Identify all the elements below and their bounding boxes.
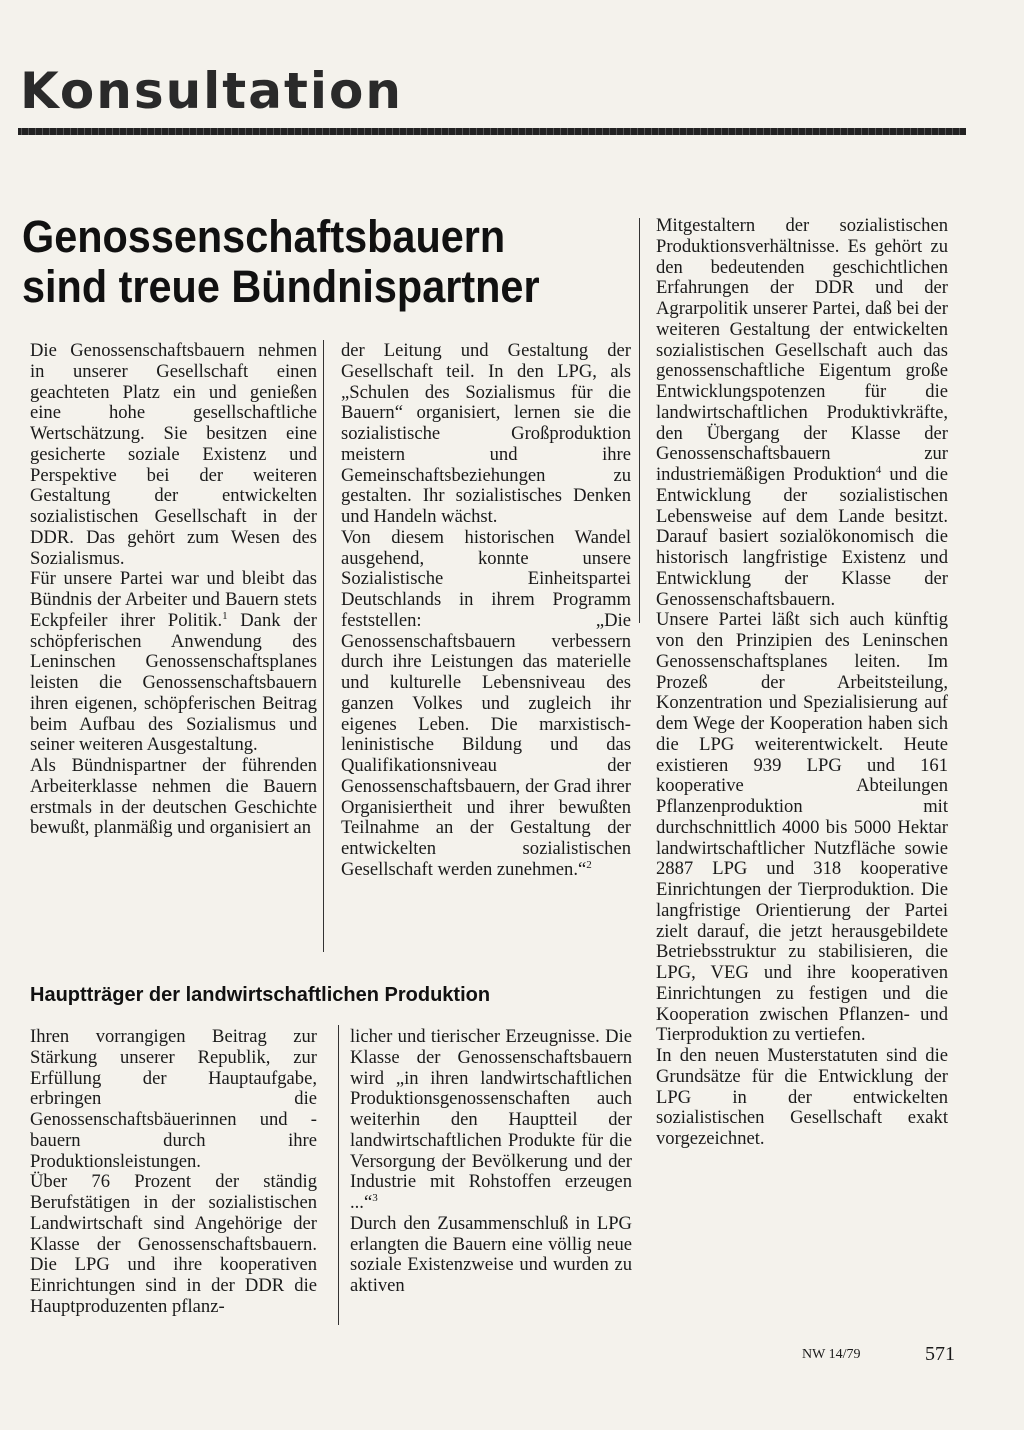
column-divider [323, 340, 324, 952]
paragraph: In den neuen Musterstatuten sind die Grundsätze für die Entwicklung der LPG in der entwickelten sozialistischen Gesellschaft exakt vorgezeichnet. [656, 1045, 948, 1149]
footnote-ref: 3 [372, 1191, 378, 1204]
paragraph: Mitgestaltern der sozialistischen Produktionsverhältnisse. Es gehört zu den bedeutenden geschichtlichen Erfahrungen der DDR und der Agrarpolitik unserer Partei, daß bei der weiteren Gestaltung der entwickelten sozialistischen Gesellschaft auch das genossenschaftliche Eigentum große Entwicklungspotenzen für die landwirtschaftlichen Produktivkräfte, den Übergang der Klasse der Genossenschaftsbauern zur industriemäßigen Produktion$^4$ und die Entwicklung der sozialistischen Lebensweise auf dem Lande besitzt. Darauf basiert sozialökonomisch die historisch langfristige Existenz und Entwicklung der Klasse der Genossenschaftsbauern. [656, 215, 948, 610]
footnote-ref: 1 [222, 609, 228, 622]
column-divider [338, 1025, 339, 1325]
paragraph: Durch den Zusammenschluß in LPG erlangten die Bauern eine völlig neue soziale Existenzweise und wurden zu aktiven [350, 1212, 632, 1296]
headline [22, 212, 540, 312]
footer-source: NW 14/79 [802, 1347, 861, 1362]
paragraph: Für unsere Partei war und bleibt das Bündnis der Arbeiter und Bauern stets Eckpfeiler ihrer Politik.$^1$ Dank der schöpferischen Anwendung des Leninschen Genossenschaftsplanes leisten die Genossenschaftsbauern ihren eigenen, schöpferischen Beitrag beim Aufbau des Sozialismus und seiner weiteren Ausgestaltung. [30, 568, 317, 756]
paragraph: licher und tierischer Erzeugnisse. Die Klasse der Genossenschaftsbauern wird „in ihren landwirtschaftlichen Produktionsgenossenschaften auch weiterhin den Hauptteil der landwirtschaftlichen Produkte für die Versorgung der Bevölkerung und der Industrie mit Rohstoffen erzeugen ...“$^3$ [350, 1026, 632, 1213]
footnote-ref: 2 [586, 858, 592, 871]
paragraph: der Leitung und Gestaltung der Gesellschaft teil. In den LPG, als „Schulen des Sozialismus für die Bauern“ organisiert, lernen sie die sozialistische Großproduktion meistern und ihre Gemeinschaftsbeziehungen zu gestalten. Ihr sozialistisches Denken und Handeln wächst. [341, 340, 631, 527]
paragraph: Die Genossenschaftsbauern nehmen in unserer Gesellschaft einen geachteten Platz ein und genießen eine hohe gesellschaftliche Wertschätzung. Sie besitzen eine gesicherte soziale Existenz und Perspektive bei der weiteren Gestaltung der entwickelten sozialistischen Gesellschaft in der DDR. Das gehört zum Wesen des Sozialismus. [30, 340, 317, 569]
column-5 [350, 1027, 632, 1297]
headline-line-1: Genossenschaftsbauern [22, 211, 506, 262]
column-2 [341, 341, 631, 881]
column-4 [30, 1027, 317, 1318]
column-3 [656, 216, 948, 1150]
paragraph: Über 76 Prozent der ständig Berufstätigen in der sozialistischen Landwirtschaft sind Angehörige der Klasse der Genossenschaftsbauern. Die LPG und ihre kooperativen Einrichtungen sind in der DDR die Hauptproduzenten pflanz- [30, 1171, 317, 1317]
paragraph: Als Bündnispartner der führenden Arbeiterklasse nehmen die Bauern erstmals in der deutschen Geschichte bewußt, planmäßig und organisiert an [30, 755, 317, 839]
footnote-ref: 4 [875, 463, 882, 476]
subheading: Hauptträger der landwirtschaftlichen Produktion [30, 984, 491, 1006]
column-divider [639, 218, 640, 623]
section-title: Konsultation [20, 62, 403, 120]
column-1 [30, 341, 317, 839]
paragraph: Unsere Partei läßt sich auch künftig von den Prinzipien des Leninschen Genossenschaftsplanes leiten. Im Prozeß der Arbeitsteilung, Konzentration und Spezialisierung auf dem Wege der Kooperation haben sich die LPG weiterentwickelt. Heute existieren 939 LPG und 161 kooperative Abteilungen Pflanzenproduktion mit durchschnittlich 4000 bis 5000 Hektar landwirtschaftlicher Nutzfläche sowie 2887 LPG und 318 kooperative Einrichtungen der Tierproduktion. Die langfristige Orientierung der Partei zielt darauf, die jetzt herausgebildete Betriebsstruktur zu stabilisieren, die LPG, VEG und ihre kooperativen Einrichtungen zu festigen und die Kooperation zwischen Pflanzen- und Tierproduktion zu vertiefen. [656, 609, 948, 1046]
title-rule [18, 128, 966, 135]
headline-line-2: sind treue Bündnispartner [22, 261, 540, 312]
paragraph: Ihren vorrangigen Beitrag zur Stärkung unserer Republik, zur Erfüllung der Hauptaufgabe, erbringen die Genossenschaftsbäuerinnen und -bauern durch ihre Produktionsleistungen. [30, 1026, 317, 1172]
paragraph: Von diesem historischen Wandel ausgehend, konnte unsere Sozialistische Einheitspartei Deutschlands in ihrem Programm feststellen: „Die Genossenschaftsbauern verbessern durch ihre Leistungen das materielle und kulturelle Lebensniveau des ganzen Volkes und zugleich ihr eigenes Leben. Die marxistisch-leninistische Bildung und das Qualifikationsniveau der Genossenschaftsbauern, der Grad ihrer Organisiertheit und ihrer bewußten Teilnahme an der Gestaltung der entwickelten sozialistischen Gesellschaft werden zunehmen.“$^2$ [341, 526, 631, 880]
page-number: 571 [925, 1343, 955, 1365]
